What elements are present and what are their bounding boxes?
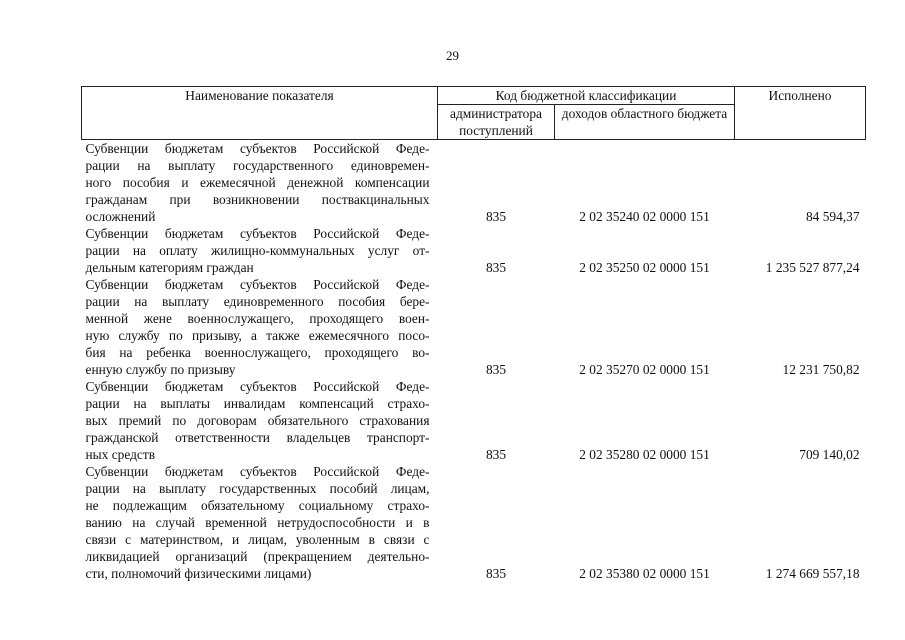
description-line: не подлежащим обязательному социальному страхо- xyxy=(85,498,430,513)
row-budget-code: 2 02 35250 02 0000 151 xyxy=(579,260,710,275)
description-line: Субвенции бюджетам субъектов Российской Феде- xyxy=(85,464,430,479)
header-administrator: администратора поступлений xyxy=(438,105,555,140)
description-line: рации на выплату единовременного пособия бере- xyxy=(85,294,430,309)
description-line: ных средств xyxy=(85,447,156,462)
budget-table xyxy=(81,86,866,582)
row-administrator-code: 835 xyxy=(485,260,507,275)
description-line: рации на выплату государственного единовремен- xyxy=(85,158,430,173)
description-line: бия на ребенка военнослужащего, проходящего во- xyxy=(85,345,430,360)
description-line: енную службу по призыву xyxy=(85,362,236,377)
row-description xyxy=(82,140,438,226)
description-line: вых премий по договорам обязательного страхования xyxy=(85,413,430,428)
row-budget-code: 2 02 35280 02 0000 151 xyxy=(579,447,710,462)
row-executed-amount: 12 231 750,82 xyxy=(782,362,860,377)
row-description xyxy=(82,378,438,463)
row-executed-amount: 84 594,37 xyxy=(805,209,860,224)
header-regional-revenue: доходов областного бюджета xyxy=(555,105,735,140)
row-administrator-code: 835 xyxy=(485,566,507,581)
description-line: ликвидацией организаций (прекращением деятельно- xyxy=(85,549,430,564)
row-description xyxy=(82,463,438,582)
description-line: осложнений xyxy=(85,209,156,224)
description-line: ного пособия и ежемесячной денежной компенсации xyxy=(85,175,430,190)
page-number: 29 xyxy=(446,48,459,63)
description-line: дельным категориям граждан xyxy=(85,260,254,275)
table-row xyxy=(82,463,866,582)
description-line: Субвенции бюджетам субъектов Российской Феде- xyxy=(85,379,430,394)
header-executed: Исполнено xyxy=(735,87,866,140)
description-line: Субвенции бюджетам субъектов Российской Феде- xyxy=(85,277,430,292)
table-row xyxy=(82,378,866,463)
description-line: ную службу по призыву, а также ежемесячного посо- xyxy=(85,328,430,343)
table-body xyxy=(82,140,866,583)
description-line: рации на оплату жилищно-коммунальных услуг от- xyxy=(85,243,430,258)
description-line: Субвенции бюджетам субъектов Российской Феде- xyxy=(85,226,430,241)
header-budget-code: Код бюджетной классификации xyxy=(438,87,735,105)
row-description xyxy=(82,276,438,378)
row-executed-amount: 709 140,02 xyxy=(799,447,860,462)
row-budget-code: 2 02 35270 02 0000 151 xyxy=(579,362,710,377)
row-executed-amount: 1 274 669 557,18 xyxy=(765,566,860,581)
row-description xyxy=(82,225,438,276)
description-line: рации на выплату государственных пособий лицам, xyxy=(85,481,430,496)
table-row xyxy=(82,225,866,276)
description-line: Субвенции бюджетам субъектов Российской Феде- xyxy=(85,141,430,156)
table-row xyxy=(82,276,866,378)
description-line: гражданской ответственности владельцев транспорт- xyxy=(85,430,430,445)
description-line: гражданам при возникновении поствакцинальных xyxy=(85,192,430,207)
table-row xyxy=(82,140,866,226)
row-administrator-code: 835 xyxy=(485,209,507,224)
row-budget-code: 2 02 35240 02 0000 151 xyxy=(579,209,710,224)
row-executed-amount: 1 235 527 877,24 xyxy=(765,260,860,275)
description-line: сти, полномочий физическими лицами) xyxy=(85,566,312,581)
row-administrator-code: 835 xyxy=(485,447,507,462)
row-budget-code: 2 02 35380 02 0000 151 xyxy=(579,566,710,581)
description-line: рации на выплаты инвалидам компенсаций страхо- xyxy=(85,396,430,411)
description-line: ванию на случай временной нетрудоспособности и в xyxy=(85,515,430,530)
description-line: менной жене военнослужащего, проходящего воен- xyxy=(85,311,430,326)
header-indicator-name: Наименование показателя xyxy=(82,87,438,140)
description-line: связи с материнством, и лицам, уволенным в связи с xyxy=(85,532,430,547)
row-administrator-code: 835 xyxy=(485,362,507,377)
